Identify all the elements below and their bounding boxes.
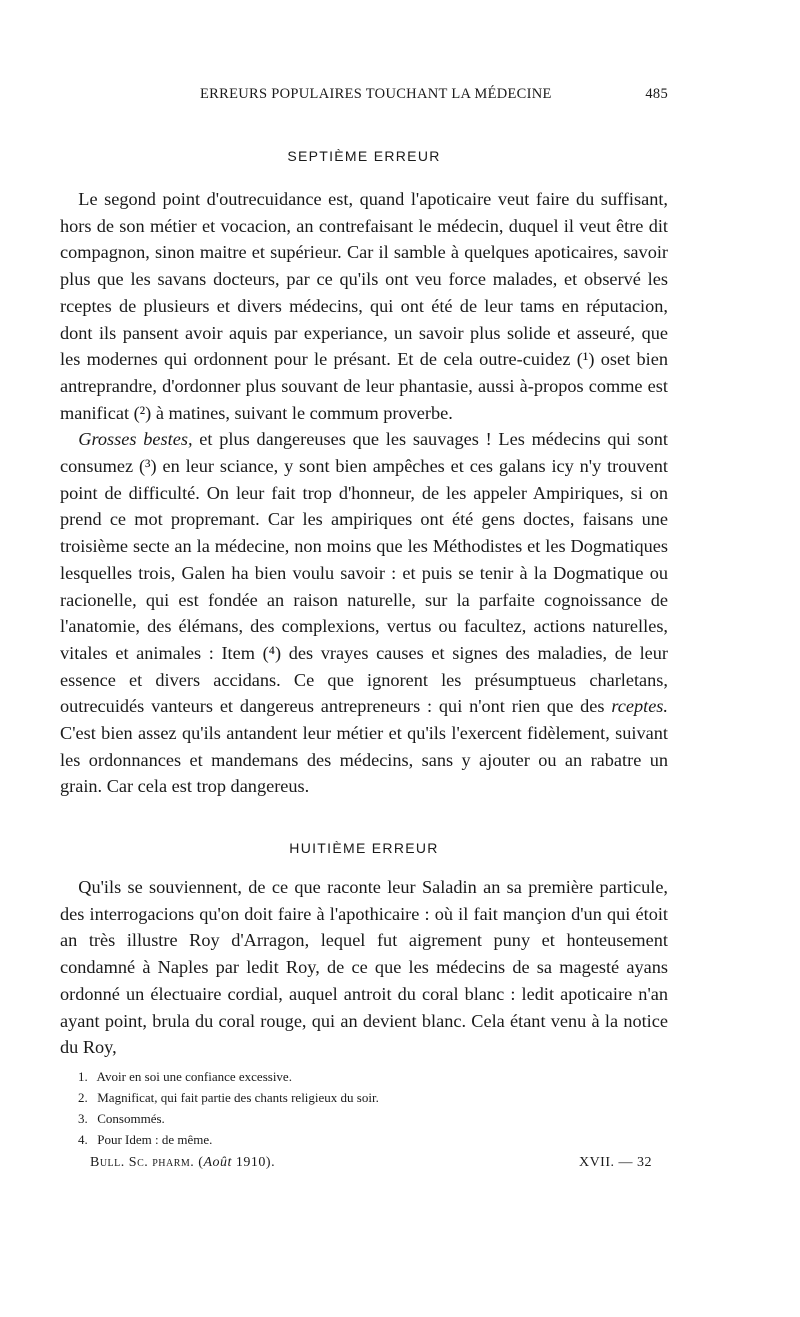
signature-mark: XVII. — 32 [578, 1155, 652, 1170]
footnote-item [60, 1129, 668, 1150]
section-body-huitieme [60, 874, 668, 1061]
italic-word: rceptes. [611, 696, 668, 717]
paragraph [60, 426, 668, 800]
paragraph [60, 874, 668, 1061]
section-heading-septieme: SEPTIÈME ERREUR [287, 148, 441, 164]
journal-footer [60, 1152, 668, 1174]
footnote-number: 4. [78, 1132, 88, 1147]
footnote-number: 1. [78, 1069, 88, 1084]
footnote-number: 3. [78, 1111, 88, 1126]
footnote-number: 2. [78, 1090, 88, 1105]
footnote-text: Pour Idem : de même. [97, 1132, 213, 1147]
footnotes [60, 1066, 668, 1174]
page-number: 485 [645, 86, 668, 102]
journal-name: Bull. Sc. pharm. ( [90, 1155, 204, 1170]
footnote-text: Avoir en soi une confiance excessive. [96, 1069, 292, 1084]
paragraph-text: C'est bien assez qu'ils antandent leur métier et qu'ils l'exercent fidèlement, suivant les ordonnances et mandemans des médecins, sans y ajouter ou an rabatre un grain. Car cela est trop dangereus. [60, 723, 668, 797]
running-title: ERREURS POPULAIRES TOUCHANT LA MÉDECINE [200, 86, 552, 102]
footnote-item [60, 1108, 668, 1129]
footnote-item [60, 1066, 668, 1087]
paragraph-text: Le segond point d'outrecuidance est, quand l'apoticaire veut faire du suffisant, hors de son métier et vocacion, an contrefaisant le médecin, duquel il veut être dit compagnon, sinon maitre et supérieur. Car il samble à quelques apoticaires, savoir plus que les savans docteurs, par ce qu'ils ont veu force malades, et observé les rceptes de plusieurs et divers médecins, qui ont été de leur tams en réputacion, dont ils pansent avoir aquis par experiance, un savoir plus solide et asseuré, que les modernes qui ordonnent pour le présant. Et de cela outre-cuidez (¹) oset bien antreprandre, d'ordonner plus souvant de leur phantasie, aussi à-propos comme est manificat (²) à matines, suivant le commum proverbe. [60, 189, 668, 423]
paragraph-text: Qu'ils se souviennent, de ce que raconte leur Saladin an sa première particule, des interrogacions qu'on doit faire à l'apothicaire : où il fait mançion d'un qui étoit an très illustre Roy d'Arragon, lequel fut aigrement puny et honteusement condamné à Naples par ledit Roy, de ce que les médecins de sa magesté ayans ordonné un électuaire cordial, auquel antroit du coral blanc : ledit apoticaire n'an ayant point, brula du coral rouge, qui an devient blanc. Cela étant venu à la notice du Roy, [60, 877, 668, 1058]
paragraph [60, 186, 668, 426]
running-header [60, 86, 668, 108]
footnote-text: Consommés. [97, 1111, 165, 1126]
journal-year: 1910). [231, 1155, 276, 1170]
journal-reference [90, 1152, 275, 1173]
footnote-text: Magnificat, qui fait partie des chants religieux du soir. [97, 1090, 379, 1105]
journal-month: Août [203, 1155, 232, 1170]
footnote-item [60, 1087, 668, 1108]
section-body-septieme [60, 186, 668, 800]
section-heading-huitieme: HUITIÈME ERREUR [289, 840, 439, 856]
italic-phrase: Grosses bestes, [78, 429, 193, 450]
paragraph-text: et plus dangereuses que les sauvages ! Les médecins qui sont consumez (³) en leur sciance, y sont bien ampêches et ces galans icy n'y trouvent point de difficulté. On leur fait trop d'honneur, de les appeler Ampiriques, si on prend ce mot propremant. Car les ampiriques ont été gens doctes, faisans une troisième secte an la médecine, non moins que les Méthodistes et les Dogmatiques lesquelles trois, Galen ha bien voulu savoir : et puis se tenir à la Dogmatique ou racionelle, qui est fondée an raison naturelle, sur la parfaite cognoissance de l'anatomie, des élémans, des complexions, vertus ou facultez, actions naturelles, vitales et animales : Item (⁴) des vrayes causes et signes des maladies, de leur essence et divers accidans. Ce que ignorent les présumptueus charletans, outrecuidés vanteurs et dangereus antrepreneurs : qui n'ont rien que des [60, 429, 668, 717]
